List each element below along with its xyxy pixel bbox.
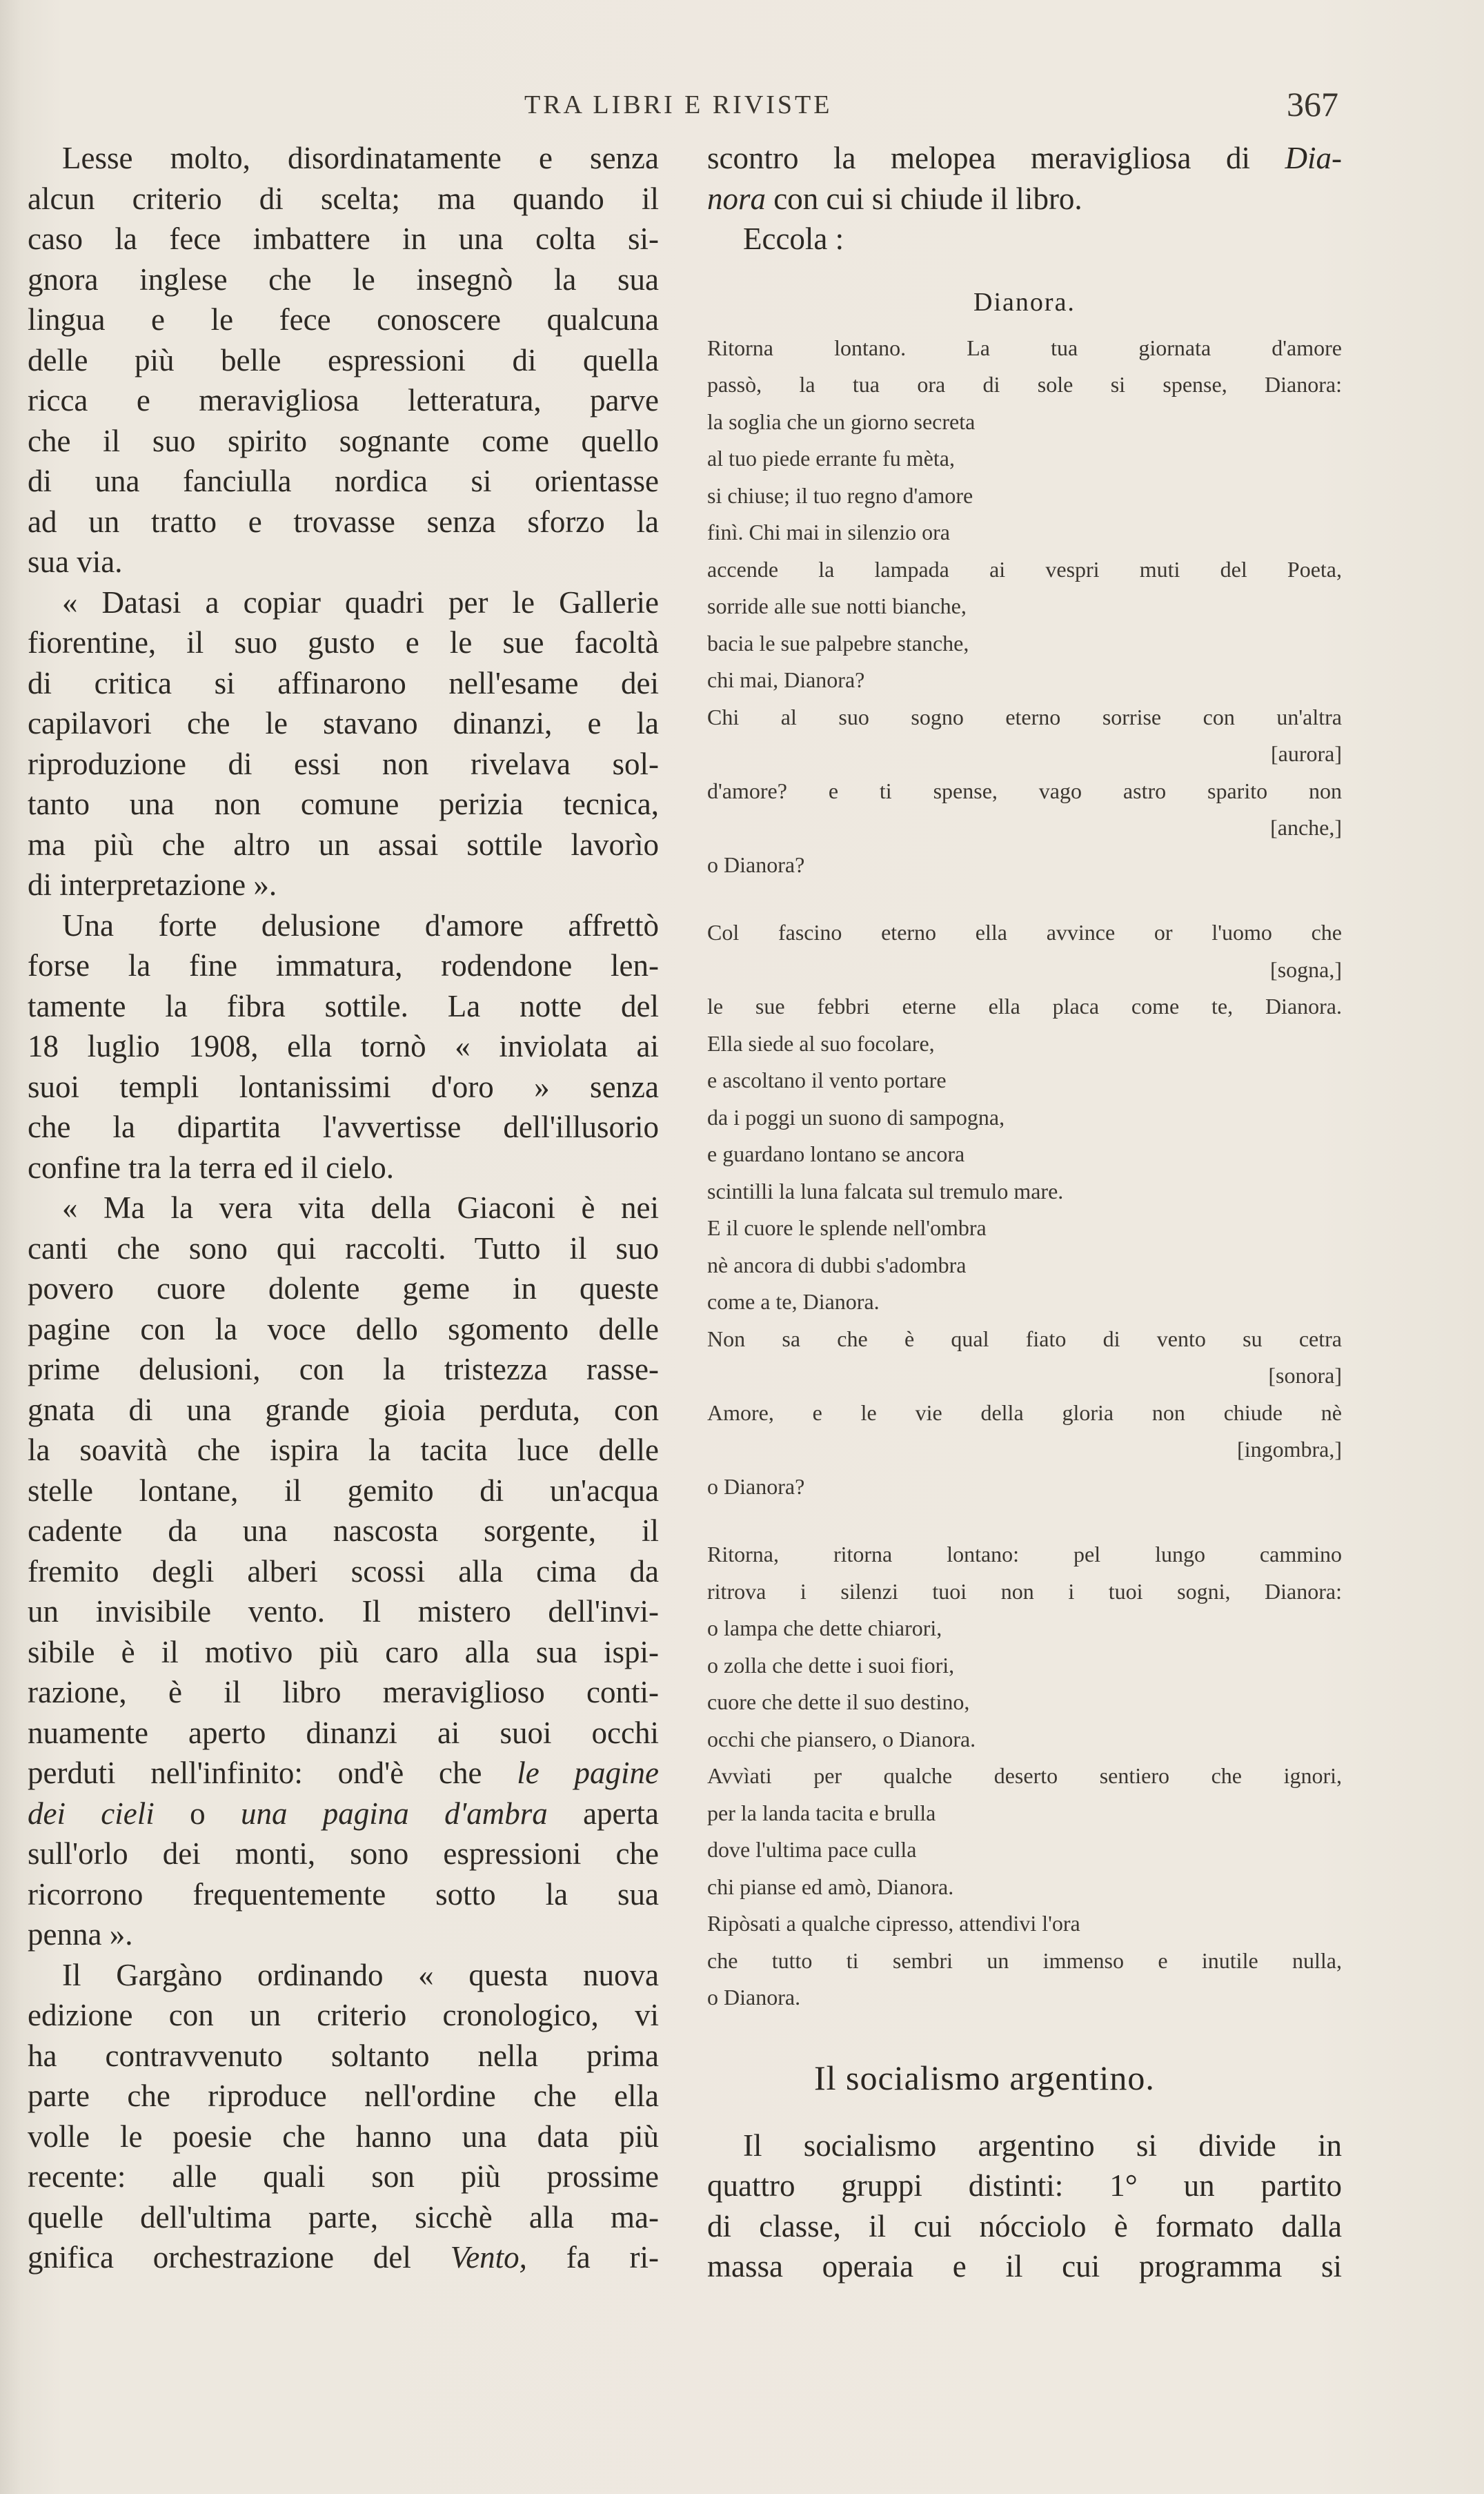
poem-line: chi pianse ed amò, Dianora. [707, 1874, 954, 1899]
poem-line: la soglia che un giorno secreta [707, 409, 976, 434]
text-line: forse la fine immatura, rodendone len- [28, 948, 659, 983]
poem-line: da i poggi un suono di sampogna, [707, 1104, 1005, 1130]
text-line: razione, è il libro meraviglioso conti- [28, 1675, 659, 1709]
text-line: ha contravvenuto soltanto nella prima [28, 2038, 659, 2073]
poem-line: bacia le sue palpebre stanche, [707, 630, 969, 656]
poem-title: Dianora. [973, 287, 1076, 317]
text-line: ricorrono frequentemente sotto la sua [28, 1876, 659, 1912]
poem-line: occhi che piansero, o Dianora. [707, 1726, 976, 1751]
text-span: con cui si chiude il libro. [766, 181, 1082, 216]
text-line: 18 luglio 1908, ella tornò « inviolata ai [28, 1029, 659, 1063]
poem-line-continuation: [sonora] [1268, 1363, 1342, 1388]
text-line: alcun criterio di scelta; ma quando il [28, 181, 659, 216]
left-column [28, 138, 659, 2278]
text-line-with-italic [28, 1794, 659, 1834]
poem-line: Non sa che è qual fiato di vento su cetra [707, 1326, 1342, 1351]
poem-line: ritrova i silenzi tuoi non i tuoi sogni, Dianora: [707, 1578, 1342, 1604]
text-line: ricca e meravigliosa letteratura, parve [28, 383, 659, 418]
poem-line: E il cuore le splende nell'ombra [707, 1215, 987, 1240]
text-line-with-italic [28, 2237, 659, 2278]
text-line: canti che sono qui raccolti. Tutto il suo [28, 1230, 659, 1266]
page-number: 367 [1287, 85, 1338, 124]
poem-line-continuation: [sogna,] [1270, 956, 1342, 982]
italic-phrase: Vento, [450, 2240, 527, 2275]
text-line: parte che riproduce nell'ordine che ella [28, 2079, 659, 2113]
text-line: prime delusioni, con la tristezza rasse- [28, 1352, 659, 1386]
text-line: di interpretazione ». [28, 867, 277, 902]
text-span: gnifica orchestrazione del [28, 2240, 451, 2275]
text-line: capilavori che le stavano dinanzi, e la [28, 706, 659, 740]
text-line-with-italic [707, 138, 1342, 179]
text-line: che la dipartita l'avvertisse dell'illusorio [28, 1110, 659, 1144]
poem-line: chi mai, Dianora? [707, 667, 865, 692]
text-line: lingua e le fece conoscere qualcuna [28, 302, 659, 337]
italic-phrase: dei cieli [28, 1796, 155, 1831]
poem-line: Col fascino eterno ella avvince or l'uomo che [707, 920, 1342, 945]
text-line: sua via. [28, 544, 123, 579]
poem-line: o lampa che dette chiarori, [707, 1616, 942, 1640]
poem-line: Ripòsati a qualche cipresso, attendivi l'ora [707, 1911, 1080, 1936]
text-line: stelle lontane, il gemito di un'acqua [28, 1473, 659, 1508]
poem-stanza-1 [707, 330, 1342, 884]
poem-line: finì. Chi mai in silenzio ora [707, 520, 950, 544]
poem-stanza-3 [707, 1536, 1342, 2016]
text-line: di una fanciulla nordica si orientasse [28, 464, 659, 498]
poem-line: e guardano lontano se ancora [707, 1141, 965, 1166]
poem-line: al tuo piede errante fu mèta, [707, 446, 955, 471]
text-line: edizione con un criterio cronologico, vi [28, 1998, 659, 2032]
section-title: Il socialismo argentino. [814, 2058, 1155, 2097]
poem-line-continuation: [ingombra,] [1237, 1437, 1342, 1462]
poem-line: scintilli la luna falcata sul tremulo mare. [707, 1178, 1064, 1204]
text-line: quattro gruppi distinti: 1° un partito [707, 2168, 1342, 2203]
poem-line: Ella siede al suo focolare, [707, 1030, 935, 1056]
text-line: recente: alle quali son più prossime [28, 2159, 659, 2194]
text-line: nuamente aperto dinanzi ai suoi occhi [28, 1715, 659, 1750]
poem-line: dove l'ultima pace culla [707, 1837, 917, 1862]
text-line: volle le poesie che hanno una data più [28, 2119, 659, 2154]
text-line: sibile è il motivo più caro alla sua ispi- [28, 1634, 659, 1669]
page-header [28, 85, 1338, 131]
poem-line: d'amore? e ti spense, vago astro sparito non [707, 778, 1342, 803]
poem-line: o Dianora? [707, 1473, 805, 1499]
text-line: Il socialismo argentino si divide in [743, 2128, 1342, 2163]
text-line: la soavità che ispira la tacita luce delle [28, 1433, 659, 1467]
poem-line: nè ancora di dubbi s'adombra [707, 1252, 967, 1277]
text-line: « Datasi a copiar quadri per le Gallerie [62, 585, 659, 620]
poem-line: Ritorna lontano. La tua giornata d'amore [707, 335, 1342, 360]
text-line: caso la fece imbattere in una colta si- [28, 222, 659, 256]
text-line: tamente la fibra sottile. La notte del [28, 988, 659, 1023]
text-line: di critica si affinarono nell'esame dei [28, 665, 659, 700]
text-line: Una forte delusione d'amore affrettò [62, 907, 659, 943]
text-line: un invisibile vento. Il mistero dell'invi- [28, 1594, 659, 1629]
text-line: massa operaia e il cui programma si [707, 2249, 1342, 2284]
poem-line: Avvìati per qualche deserto sentiero che ignori, [707, 1763, 1342, 1788]
poem-line: o Dianora? [707, 852, 805, 877]
poem-line: Ritorna, ritorna lontano: pel lungo cammino [707, 1542, 1342, 1567]
poem-line: per la landa tacita e brulla [707, 1800, 936, 1825]
poem-line: passò, la tua ora di sole si spense, Dianora: [707, 372, 1342, 397]
text-line: sull'orlo dei monti, sono espressioni che [28, 1836, 659, 1871]
poem-line-continuation: [aurora] [1270, 741, 1342, 766]
text-line: Eccola : [743, 222, 844, 256]
poem-line: o Dianora. [707, 1985, 801, 2010]
text-line: confine tra la terra ed il cielo. [28, 1150, 394, 1185]
poem-line: le sue febbri eterne ella placa come te, Dianora. [707, 994, 1342, 1019]
text-line-with-italic [707, 179, 1342, 219]
italic-phrase: una pagina d'ambra [240, 1796, 548, 1831]
poem-line: come a te, Dianora. [707, 1289, 880, 1314]
text-line: gnora inglese che le insegnò la sua [28, 262, 659, 297]
text-line: ma più che altro un assai sottile lavorìo [28, 827, 659, 862]
poem-line: che tutto ti sembri un immenso e inutile nulla, [707, 1947, 1342, 1973]
poem-line: Amore, e le vie della gloria non chiude nè [707, 1400, 1342, 1425]
text-line: cadente da una nascosta sorgente, il [28, 1513, 659, 1548]
text-span: aperta [547, 1796, 659, 1831]
italic-phrase: nora [707, 181, 766, 216]
text-line: riproduzione di essi non rivelava sol- [28, 746, 659, 781]
text-span: o [154, 1796, 241, 1831]
text-line: pagine con la voce dello sgomento delle [28, 1311, 659, 1346]
italic-phrase: Dia- [1285, 141, 1342, 175]
text-line: quelle dell'ultima parte, sicchè alla ma- [28, 2199, 659, 2235]
poem-line: accende la lampada ai vespri muti del Poeta, [707, 556, 1342, 582]
text-line: di classe, il cui nócciolo è formato dalla [707, 2208, 1342, 2243]
italic-phrase: le pagine [517, 1756, 659, 1790]
poem-line: Chi al suo sogno eterno sorrise con un'altra [707, 704, 1342, 729]
poem-stanza-2 [707, 914, 1342, 1505]
poem-line-continuation: [anche,] [1270, 815, 1342, 840]
text-line: suoi templi lontanissimi d'oro » senza [28, 1069, 659, 1104]
poem-line: o zolla che dette i suoi fiori, [707, 1652, 955, 1678]
poem-line: cuore che dette il suo destino, [707, 1689, 970, 1714]
text-line: Lesse molto, disordinatamente e senza [62, 141, 659, 175]
running-head: TRA LIBRI E RIVISTE [524, 90, 833, 119]
text-line: che il suo spirito sognante come quello [28, 423, 659, 458]
text-line: « Ma la vera vita della Giaconi è nei [62, 1190, 659, 1225]
text-line: delle più belle espressioni di quella [28, 342, 659, 377]
text-line: Il Gargàno ordinando « questa nuova [62, 1957, 659, 1992]
text-line: fiorentine, il suo gusto e le sue facoltà [28, 625, 659, 660]
poem-line: sorride alle sue notti bianche, [707, 593, 967, 618]
right-column [707, 138, 1342, 2287]
text-line: ad un tratto e trovasse senza sforzo la [28, 504, 659, 539]
text-span: scontro la melopea meravigliosa di [707, 141, 1285, 175]
text-line: tanto una non comune perizia tecnica, [28, 787, 659, 821]
text-line: gnata di una grande gioia perduta, con [28, 1392, 659, 1427]
poem-line: si chiuse; il tuo regno d'amore [707, 482, 973, 508]
text-line-with-italic [28, 1753, 659, 1794]
text-line: penna ». [28, 1917, 133, 1952]
poem-line: e ascoltano il vento portare [707, 1068, 947, 1092]
text-span: fa ri- [526, 2240, 659, 2275]
text-span: perduti nell'infinito: ond'è che [28, 1756, 517, 1790]
section-body [707, 2125, 1342, 2287]
text-line: povero cuore dolente geme in queste [28, 1271, 659, 1306]
intro-paragraph [707, 138, 1342, 259]
text-line: fremito degli alberi scossi alla cima da [28, 1553, 659, 1589]
